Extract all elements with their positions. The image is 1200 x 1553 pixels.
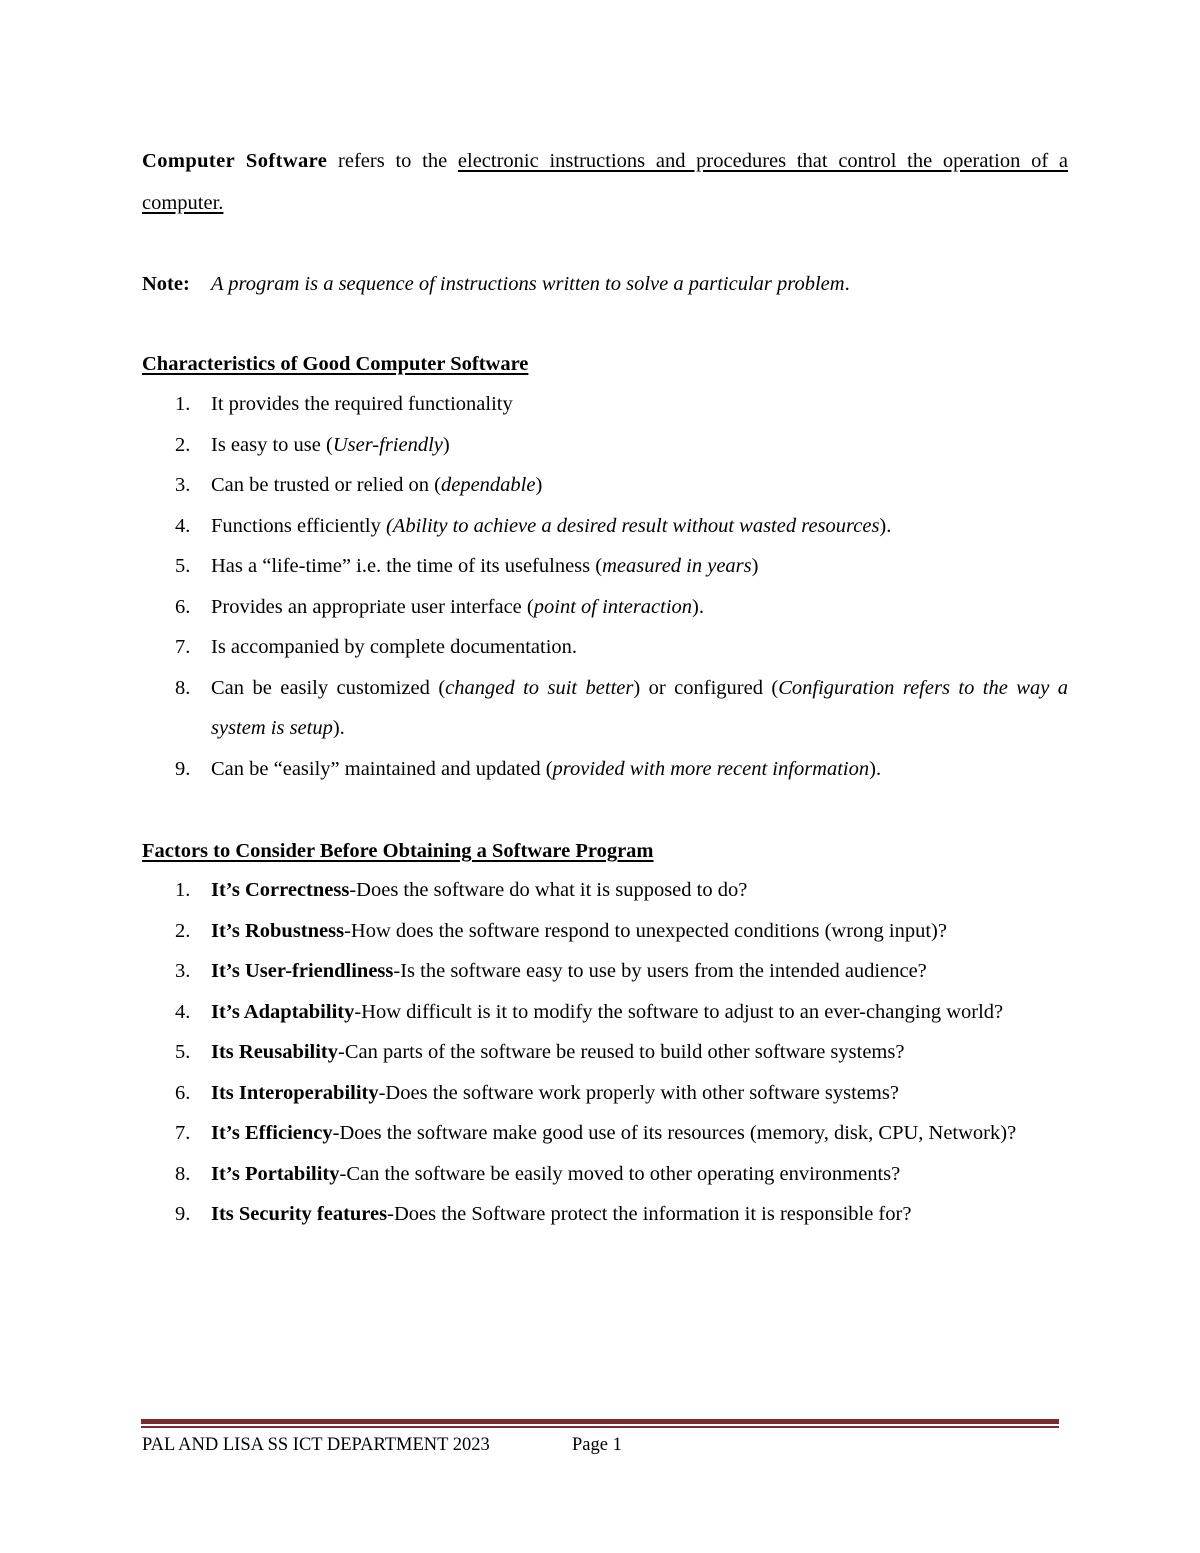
factors-list [142, 870, 1068, 1235]
note-text: A program is a sequence of instructions written to solve a particular problem [211, 273, 845, 295]
characteristic-item [142, 668, 1068, 749]
factor-item [142, 911, 1068, 952]
item-emphasis: dependable [440, 474, 536, 496]
item-text: Has a “life-time” i.e. the time of its usefulness ( [211, 555, 603, 577]
list-number: 4. [175, 1000, 191, 1023]
intro-definition: electronic instructions and procedures that control the operation of a computer. [142, 150, 1068, 214]
item-text: Can be trusted or relied on ( [211, 474, 441, 496]
item-text: ). [332, 717, 345, 739]
factor-name: It’s Efficiency [211, 1122, 333, 1144]
factor-item [142, 1073, 1068, 1114]
item-emphasis: provided with more recent information [552, 757, 870, 780]
item-text: -Is the software easy to use by users from the intended audience? [393, 960, 927, 982]
item-text: -How does the software respond to unexpected conditions (wrong input)? [344, 919, 947, 942]
factor-item [142, 951, 1068, 992]
item-emphasis: changed to suit better [445, 676, 634, 699]
item-text: ) [442, 433, 450, 456]
list-number: 1. [175, 393, 191, 415]
characteristic-item [142, 425, 1068, 466]
item-emphasis: measured in years [602, 555, 752, 577]
factors-heading: Factors to Consider Before Obtaining a Software Program [142, 840, 654, 862]
characteristic-item [142, 627, 1068, 668]
item-text: ). [869, 757, 882, 780]
footer-department: PAL AND LISA SS ICT DEPARTMENT 2023 [142, 1435, 490, 1455]
item-text: ) [751, 555, 759, 577]
item-text: Is accompanied by complete documentation. [211, 636, 578, 658]
characteristic-item [142, 546, 1068, 587]
note-label: Note: [142, 273, 190, 295]
list-number: 2. [175, 919, 191, 942]
footer-rule-thick [141, 1419, 1059, 1424]
list-number: 6. [175, 595, 191, 618]
item-text: -Does the software work properly with other software systems? [378, 1081, 899, 1104]
item-text: -Does the software do what it is supposed to do? [349, 879, 748, 901]
factor-item [142, 1032, 1068, 1073]
page-footer [142, 1430, 622, 1460]
list-number: 9. [175, 1203, 191, 1225]
factor-name: Its Reusability [211, 1041, 339, 1063]
item-text: Functions efficiently [211, 514, 386, 537]
item-text: Is easy to use ( [211, 433, 333, 456]
item-emphasis: Configuration refers to the way a system is setup [211, 676, 1068, 739]
factor-name: It’s User-friendliness [211, 960, 394, 982]
factor-name: Its Security features [211, 1203, 388, 1225]
characteristic-item [142, 465, 1068, 506]
list-number: 5. [175, 555, 191, 577]
list-number: 6. [175, 1081, 191, 1104]
list-number: 4. [175, 514, 191, 537]
item-text: Can be “easily” maintained and updated ( [211, 757, 553, 780]
item-text: -How difficult is it to modify the software to adjust to an ever-changing world? [354, 1000, 1004, 1023]
list-number: 3. [175, 960, 191, 982]
footer-page-number: Page 1 [572, 1435, 622, 1455]
factor-name: It’s Adaptability [211, 1000, 355, 1023]
item-emphasis: point of interaction [533, 595, 693, 618]
item-emphasis: User-friendly [332, 433, 443, 456]
list-number: 7. [175, 636, 191, 658]
note-paragraph [142, 264, 1068, 304]
list-number: 3. [175, 474, 191, 496]
characteristic-item [142, 587, 1068, 628]
list-number: 5. [175, 1041, 191, 1063]
factor-name: It’s Correctness [211, 879, 350, 901]
list-number: 8. [175, 1162, 191, 1185]
characteristics-list [142, 384, 1068, 789]
item-text: ) or configured ( [633, 676, 779, 699]
item-text: -Can the software be easily moved to other operating environments? [339, 1162, 901, 1185]
factor-name: It’s Robustness [211, 919, 345, 942]
characteristic-item [142, 506, 1068, 547]
characteristics-heading: Characteristics of Good Computer Software [142, 353, 529, 375]
list-number: 8. [175, 676, 191, 699]
factor-name: It’s Portability [211, 1162, 340, 1185]
factor-item [142, 1113, 1068, 1154]
intro-paragraph [142, 140, 1068, 224]
item-text: ). [879, 514, 892, 537]
item-text: Provides an appropriate user interface ( [211, 595, 534, 618]
item-text: -Can parts of the software be reused to build other software systems? [338, 1041, 905, 1063]
footer-rule-thin [141, 1426, 1059, 1428]
intro-term: Computer Software [142, 150, 328, 172]
factor-item [142, 992, 1068, 1033]
factor-name: Its Interoperability [211, 1081, 379, 1104]
factor-item [142, 870, 1068, 911]
intro-connector: refers to the [327, 150, 458, 172]
factor-item [142, 1154, 1068, 1195]
characteristic-item [142, 749, 1068, 790]
list-number: 2. [175, 433, 191, 456]
characteristic-item [142, 384, 1068, 425]
item-text: ) [535, 474, 543, 496]
item-text: -Does the Software protect the information it is responsible for? [387, 1203, 912, 1225]
list-number: 1. [175, 879, 191, 901]
list-number: 7. [175, 1122, 191, 1144]
item-text: -Does the software make good use of its resources (memory, disk, CPU, Network)? [332, 1122, 1017, 1144]
item-emphasis: (Ability to achieve a desired result without wasted resources [385, 514, 880, 537]
item-text: It provides the required functionality [211, 393, 513, 415]
item-text: ). [692, 595, 704, 618]
note-period: . [844, 273, 850, 295]
factor-item [142, 1194, 1068, 1235]
list-number: 9. [175, 757, 191, 780]
item-text: Can be easily customized ( [211, 676, 446, 699]
